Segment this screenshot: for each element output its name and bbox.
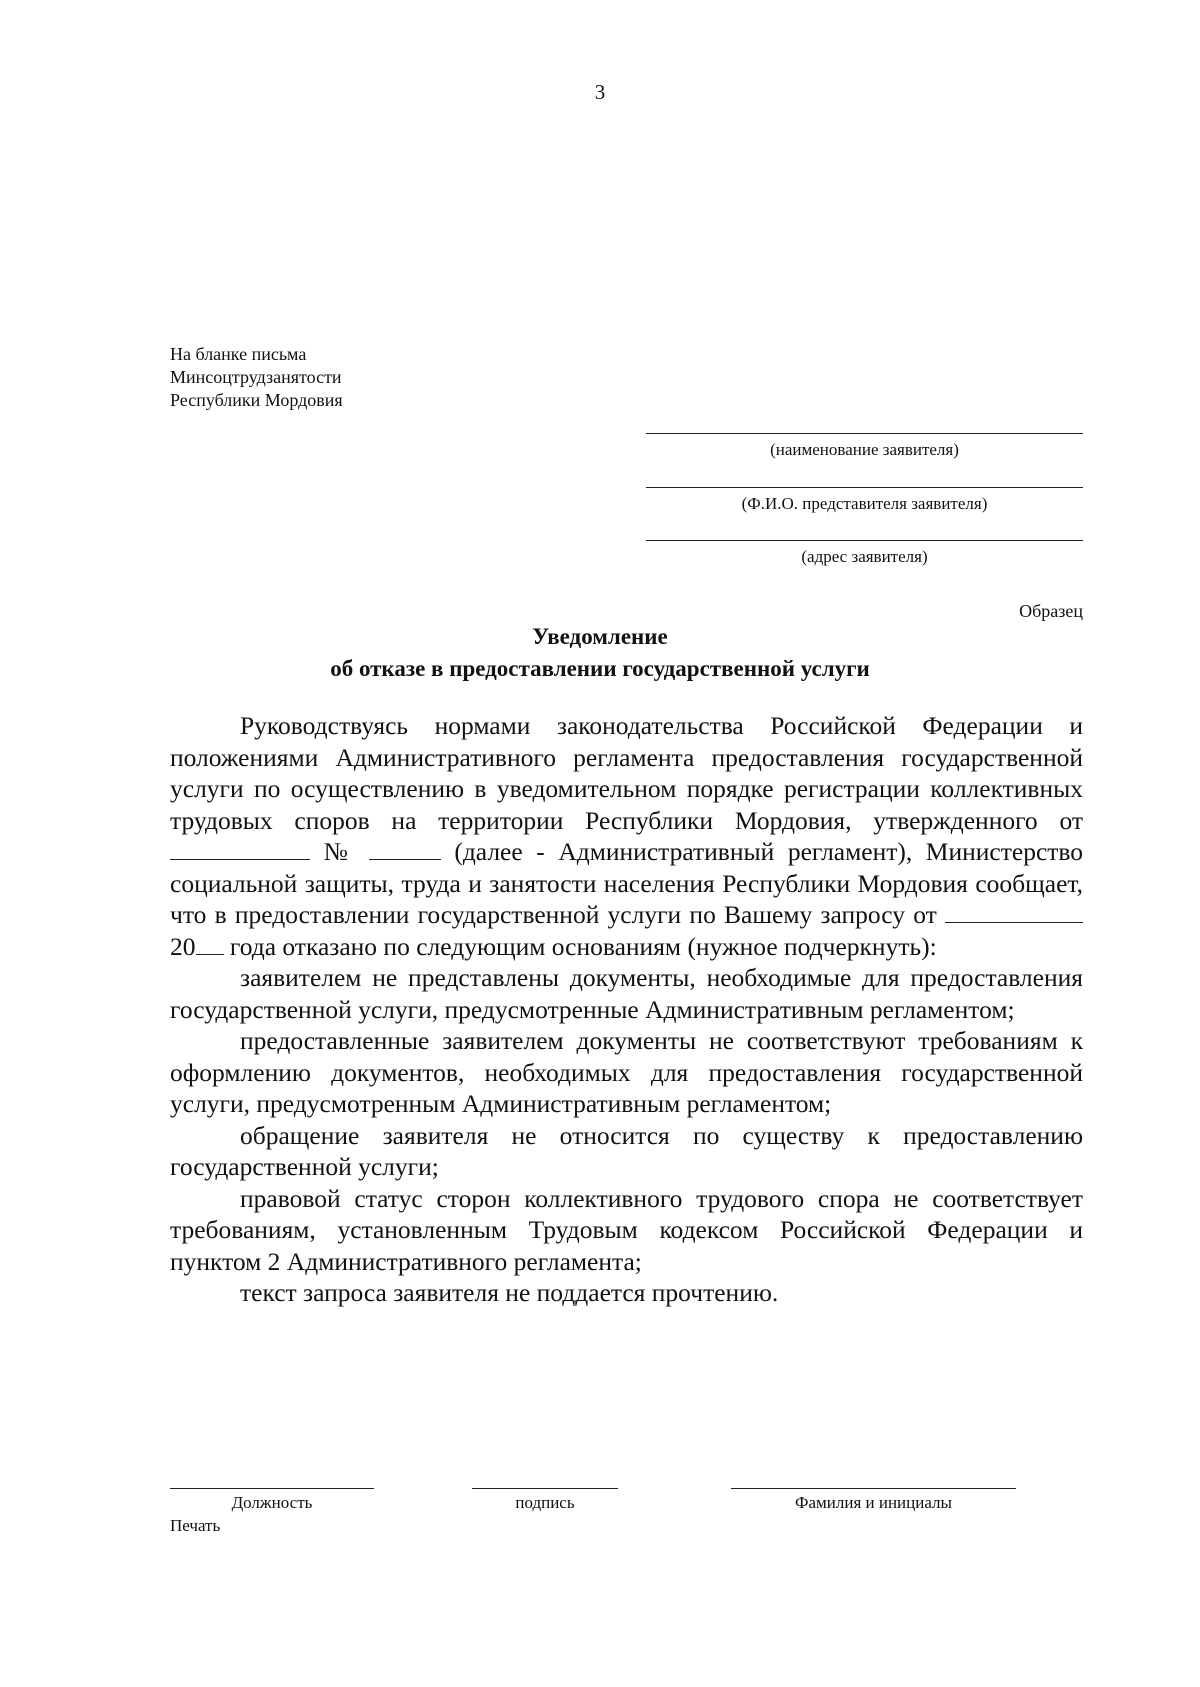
reason-item: предоставленные заявителем документы не соответствуют требованиям к оформлению документов, необходимых для предоставления государственной услуги, предусмотренным Административным регламентом; (170, 1026, 1083, 1118)
signature-line (472, 1488, 618, 1489)
number-blank (369, 839, 441, 860)
intro-text: (далее - Административный регламент), Министерство социальной защиты, труда и занятости населения Республики Мордовия сообщает, что в предоставлении государственной услуги по Вашему запросу от (170, 837, 1084, 929)
reason-item: обращение заявителя не относится по существу к предоставлению государственной услуги; (170, 1120, 1083, 1181)
full-name-caption: Фамилия и инициалы (795, 1493, 952, 1512)
signature-caption: подпись (515, 1493, 575, 1512)
page-number: 3 (594, 80, 606, 104)
stamp-caption: Печать (170, 1516, 221, 1535)
document-subtitle: об отказе в предоставлении государственной услуги (330, 656, 870, 681)
applicant-name-block (646, 433, 1083, 460)
letterhead-note (170, 343, 343, 412)
document-title: Уведомление (532, 624, 668, 649)
reason-item: текст запроса заявителя не поддается прочтению. (240, 1278, 779, 1307)
position-caption: Должность (231, 1493, 313, 1512)
representative-line (646, 487, 1083, 488)
letterhead-line: Республики Мордовия (170, 390, 343, 410)
representative-caption: (Ф.И.О. представителя заявителя) (741, 494, 988, 513)
reason-item: правовой статус сторон коллективного трудового спора не соответствует требованиям, установленным Трудовым кодексом Российской Федерации и пунктом 2 Административного регламента; (170, 1183, 1083, 1276)
intro-paragraph (170, 710, 1083, 962)
year-blank (196, 934, 224, 955)
applicant-name-caption: (наименование заявителя) (770, 440, 959, 459)
request-date-blank (945, 902, 1083, 923)
applicant-address-line (646, 540, 1083, 541)
reason-item: заявителем не представлены документы, необходимые для предоставления государственной услуги, предусмотренные Административным регламентом; (170, 963, 1083, 1024)
intro-text: года отказано по следующим основаниям (нужное подчеркнуть): (229, 931, 937, 961)
intro-text: Руководствуясь нормами законодательства Российской Федерации и положениями Административного регламента предоставления государственной услуги по осуществлению в уведомительном порядке регистрации коллективных трудовых споров на территории Республики Мордовия, утвержденного от (170, 711, 1083, 835)
letterhead-line: Минсоцтрудзанятости (170, 367, 342, 387)
number-sign: № (323, 837, 356, 866)
sample-mark: Образец (1019, 601, 1083, 621)
representative-block (646, 487, 1083, 514)
position-line (170, 1488, 374, 1489)
letterhead-line: На бланке письма (170, 344, 307, 364)
applicant-address-caption: (адрес заявителя) (801, 547, 928, 566)
year-prefix: 20 (170, 931, 196, 961)
notice-body (170, 710, 1083, 1309)
applicant-address-block (646, 540, 1083, 567)
full-name-line (731, 1488, 1016, 1489)
date-blank (170, 839, 310, 860)
applicant-name-line (646, 433, 1083, 434)
